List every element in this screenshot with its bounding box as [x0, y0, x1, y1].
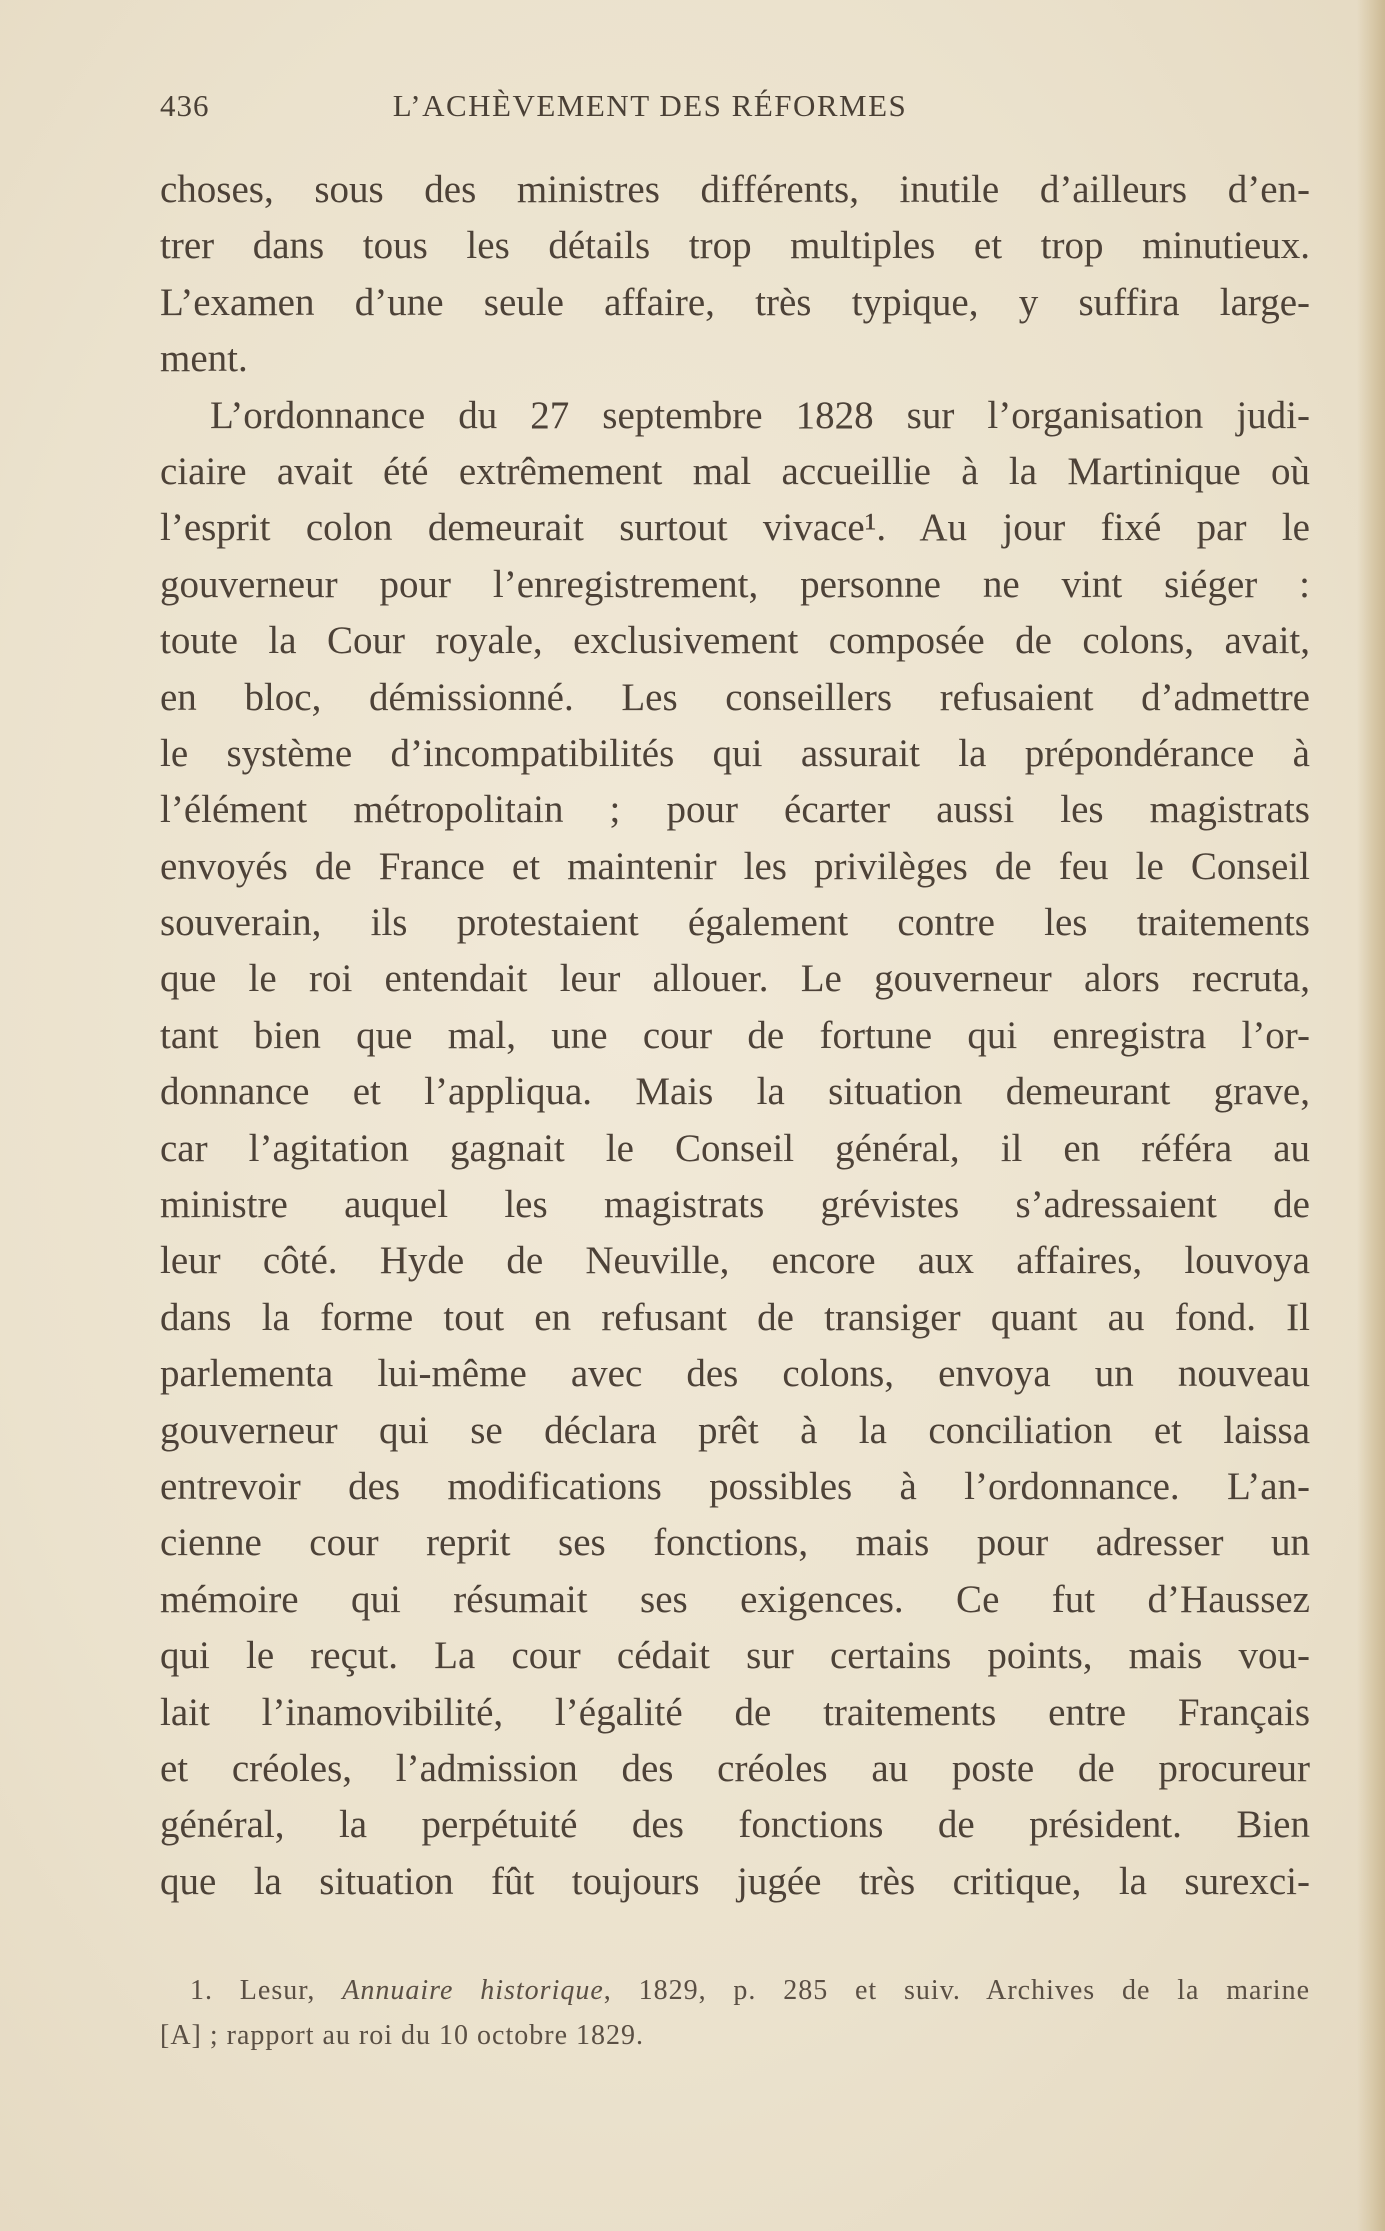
- text-line: choses, sous des ministres différents, inutile d’ailleurs d’en-: [160, 168, 1310, 211]
- text-line: dans la forme tout en refusant de transiger quant au fond. Il: [160, 1295, 1310, 1339]
- text-line: entrevoir des modifications possibles à l’ordonnance. L’an-: [160, 1464, 1310, 1508]
- running-title: L’ACHÈVEMENT DES RÉFORMES: [392, 88, 908, 123]
- text-line: tant bien que mal, une cour de fortune qui enregistra l’or-: [160, 1013, 1310, 1057]
- text-line: que la situation fût toujours jugée très critique, la surexci-: [160, 1859, 1310, 1903]
- text-line: et créoles, l’admission des créoles au poste de procureur: [160, 1746, 1310, 1790]
- page-edge-shadow: [1357, 0, 1385, 2231]
- footnote-title: Annuaire historique: [342, 1975, 604, 2006]
- text-line: lait l’inamovibilité, l’égalité de traitements entre Français: [160, 1690, 1310, 1734]
- text-line: trer dans tous les détails trop multiples et trop minutieux.: [160, 224, 1310, 268]
- text-line: souverain, ils protestaient également contre les traitements: [160, 901, 1310, 945]
- text-line: L’ordonnance du 27 septembre 1828 sur l’organisation judi-: [210, 393, 1310, 437]
- text-line: toute la Cour royale, exclusivement composée de colons, avait,: [160, 619, 1310, 663]
- text-line: envoyés de France et maintenir les privilèges de feu le Conseil: [160, 844, 1310, 888]
- text-line: l’élément métropolitain ; pour écarter aussi les magistrats: [160, 788, 1310, 832]
- footnote-prefix: 1. Lesur,: [190, 1975, 343, 2006]
- text-line: mémoire qui résumait ses exigences. Ce fut d’Haussez: [160, 1577, 1310, 1621]
- text-line: parlementa lui-même avec des colons, envoya un nouveau: [160, 1352, 1310, 1396]
- text-line: ministre auquel les magistrats grévistes s’adressaient de: [160, 1183, 1310, 1227]
- text-line: leur côté. Hyde de Neuville, encore aux affaires, louvoya: [160, 1239, 1310, 1283]
- text-line: le système d’incompatibilités qui assurait la prépondérance à: [160, 731, 1310, 775]
- page-number: 436: [160, 88, 210, 123]
- text-line: l’esprit colon demeurait surtout vivace¹. Au jour fixé par le: [160, 506, 1310, 550]
- text-line: gouverneur qui se déclara prêt à la conciliation et laissa: [160, 1408, 1310, 1452]
- text-line: ciaire avait été extrêmement mal accueillie à la Martinique où: [160, 449, 1310, 493]
- text-line: L’examen d’une seule affaire, très typique, y suffira large-: [160, 280, 1310, 324]
- text-line: général, la perpétuité des fonctions de président. Bien: [160, 1803, 1310, 1847]
- text-line: en bloc, démissionné. Les conseillers refusaient d’admettre: [160, 675, 1310, 719]
- body-text: [160, 162, 1310, 1910]
- footnotes: [160, 1968, 1310, 2058]
- text-line: donnance et l’appliqua. Mais la situation demeurant grave,: [160, 1070, 1310, 1114]
- text-line: cienne cour reprit ses fonctions, mais pour adresser un: [160, 1521, 1310, 1565]
- footnote-line: [A] ; rapport au roi du 10 octobre 1829.: [160, 2020, 644, 2051]
- footnote-line: [160, 1968, 1310, 2013]
- text-line: que le roi entendait leur allouer. Le gouverneur alors recruta,: [160, 957, 1310, 1001]
- text-line: qui le reçut. La cour cédait sur certains points, mais vou-: [160, 1634, 1310, 1678]
- text-line: ment.: [160, 337, 248, 381]
- footnote-citation: , 1829, p. 285 et suiv. Archives de la marine: [603, 1975, 1310, 2006]
- text-line: gouverneur pour l’enregistrement, personne ne vint siéger :: [160, 562, 1310, 606]
- text-line: car l’agitation gagnait le Conseil général, il en référa au: [160, 1126, 1310, 1170]
- page-header: [160, 88, 1320, 132]
